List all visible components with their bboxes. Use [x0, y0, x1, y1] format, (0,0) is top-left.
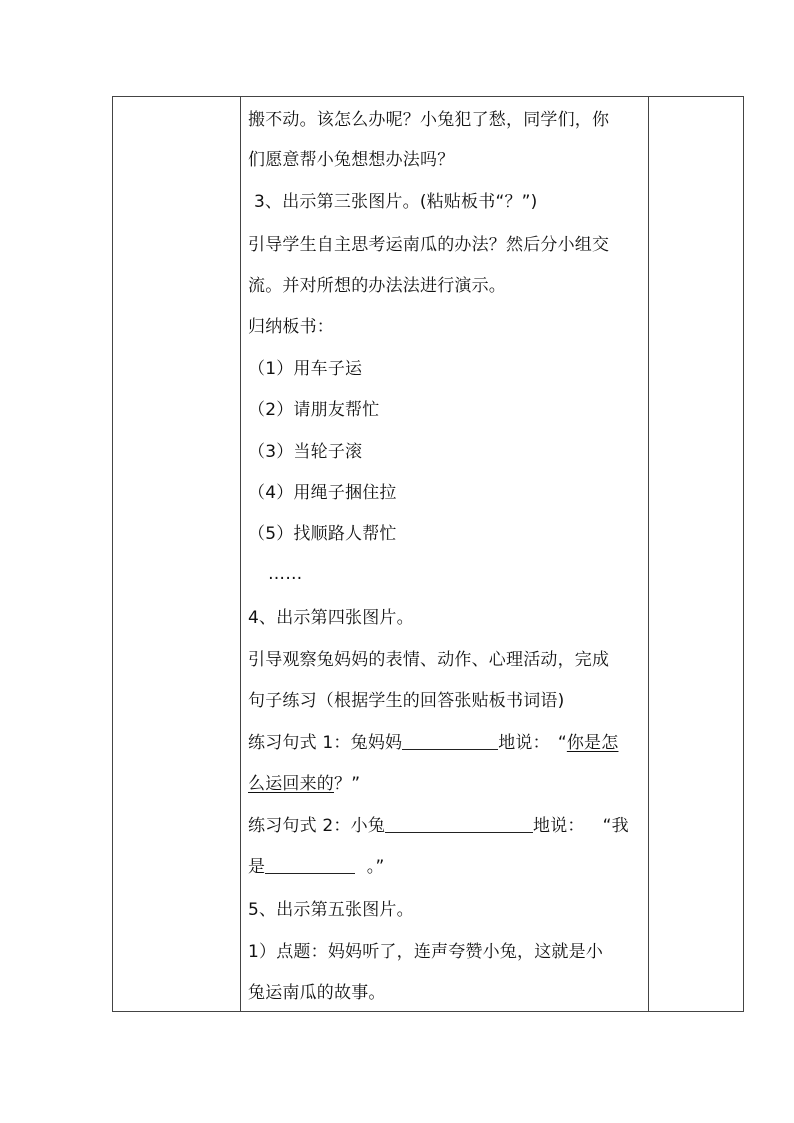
list-item: （5）找顺路人帮忙	[248, 524, 397, 544]
list-item: （4）用绳子捆住拉	[248, 483, 397, 503]
exercise-2-blank-2	[265, 857, 355, 874]
exercise-1-line	[248, 733, 618, 753]
exercise-2-line	[248, 816, 629, 836]
step-4-heading: 4、出示第四张图片。	[248, 608, 414, 628]
exercise-1-underlined: 你是怎	[566, 733, 619, 753]
exercise-1-mid: 地说：	[498, 733, 550, 753]
list-item: （2）请朋友帮忙	[248, 400, 380, 420]
list-item: （3）当轮子滚	[248, 442, 363, 462]
text-line: 1）点题：妈妈听了，连声夸赞小兔，这就是小	[248, 942, 604, 962]
step-5-heading: 5、出示第五张图片。	[248, 900, 414, 920]
ellipsis: ……	[268, 564, 303, 584]
exercise-2-blank	[385, 816, 533, 833]
text-line: 们愿意帮小兔想想办法吗？	[248, 150, 455, 170]
text-line: 兔运南瓜的故事。	[248, 983, 386, 1003]
exercise-2-tail: 。”	[361, 857, 385, 877]
exercise-2-label: 练习句式 2：小兔	[248, 816, 386, 836]
text-line: 流。并对所想的办法法进行演示。	[248, 276, 506, 296]
exercise-1-tail: ？”	[334, 774, 361, 794]
text-line: 引导学生自主思考运南瓜的办法？然后分小组交	[248, 235, 610, 255]
exercise-2-quote: “我	[602, 816, 629, 836]
table-cell-left	[113, 97, 240, 1011]
text-line: 搬不动。该怎么办呢？小兔犯了愁，同学们，你	[248, 110, 610, 130]
exercise-1-blank	[402, 733, 498, 750]
exercise-1-line-2	[248, 774, 360, 794]
exercise-1-label: 练习句式 1：兔妈妈	[248, 733, 403, 753]
column-divider-left	[240, 97, 241, 1011]
quote-open: “	[557, 733, 567, 753]
step-3-heading: 3、出示第三张图片。(粘贴板书“？”)	[254, 192, 538, 212]
board-summary-heading: 归纳板书：	[248, 317, 334, 337]
lesson-table	[112, 96, 744, 1012]
list-item: （1）用车子运	[248, 359, 363, 379]
text-line: 句子练习（根据学生的回答张贴板书词语)	[248, 691, 565, 711]
exercise-1-underlined-2: 么运回来的	[248, 774, 334, 794]
exercise-2-mid: 地说：	[533, 816, 585, 836]
exercise-2-shi: 是	[248, 857, 266, 877]
table-cell-right	[649, 97, 743, 1011]
text-line: 引导观察兔妈妈的表情、动作、心理活动，完成	[248, 650, 610, 670]
exercise-2-line-2	[248, 857, 385, 877]
